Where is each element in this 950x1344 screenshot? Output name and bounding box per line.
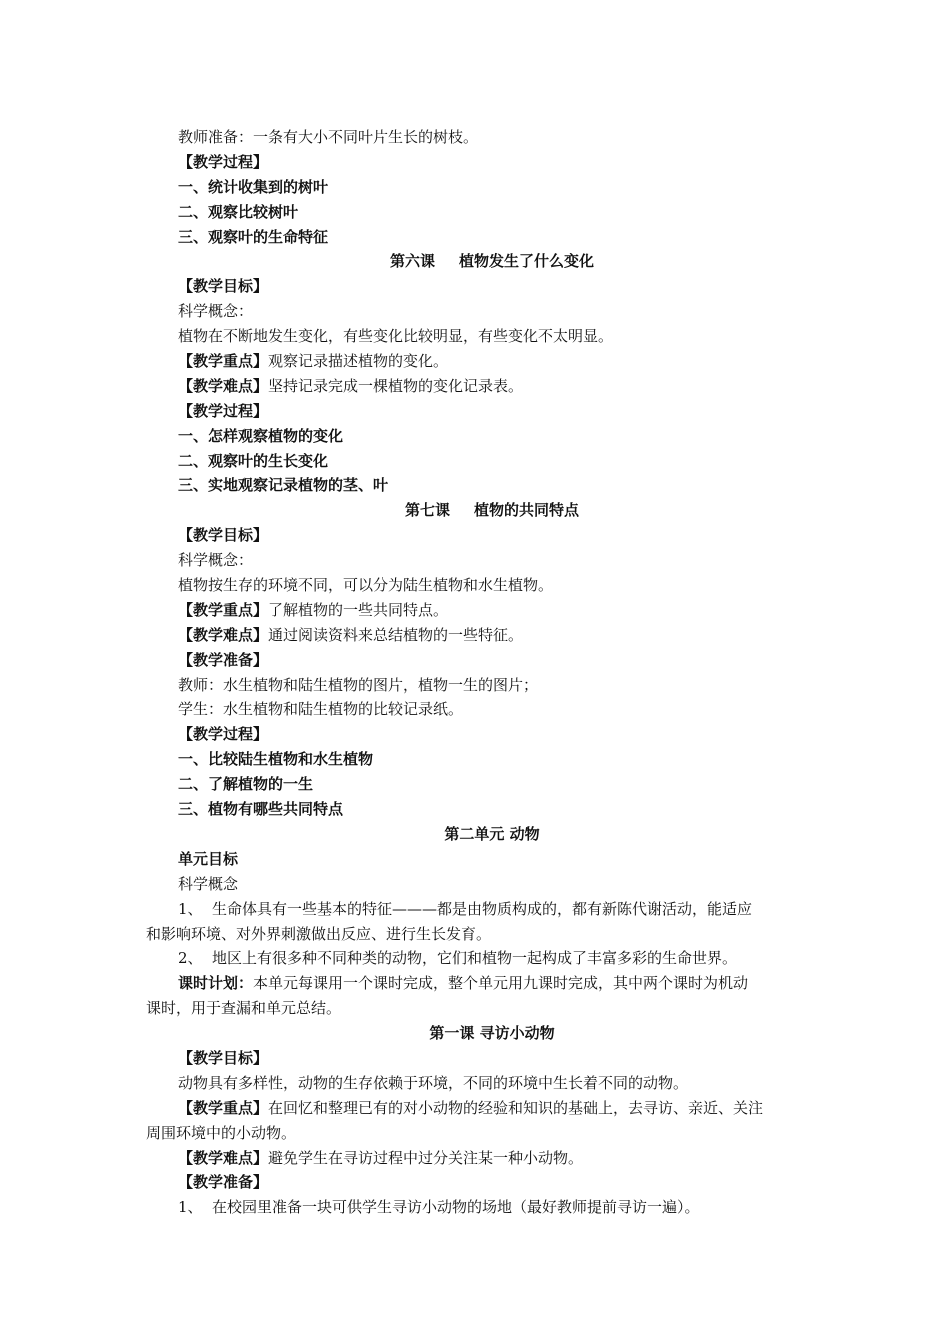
step-heading: 二、了解植物的一生 xyxy=(178,775,314,794)
step-heading: 三、观察叶的生命特征 xyxy=(178,227,329,246)
section-heading: 【教学过程】 xyxy=(178,401,269,420)
line-label: 【教学重点】 xyxy=(178,1098,269,1117)
section-heading: 【教学目标】 xyxy=(178,277,269,296)
section-heading: 【教学过程】 xyxy=(178,152,269,171)
section-heading: 【教学过程】 xyxy=(178,725,269,744)
continued-line: 和影响环境、对外界刺激做出反应、进行生长发育。 xyxy=(146,924,492,943)
numbered-line xyxy=(146,946,810,971)
section-heading: 【教学准备】 xyxy=(178,1173,269,1192)
labeled-line xyxy=(146,374,810,399)
line-label: 【教学重点】 xyxy=(178,600,269,619)
text-line: 植物在不断地发生变化，有些变化比较明显，有些变化不太明显。 xyxy=(178,327,614,346)
lesson-title xyxy=(146,498,810,523)
text-line: 植物按生存的环境不同，可以分为陆生植物和水生植物。 xyxy=(178,576,554,595)
line-value: 在回忆和整理已有的对小动物的经验和知识的基础上，去寻访、亲近、关注 xyxy=(268,1098,764,1117)
step-heading: 三、植物有哪些共同特点 xyxy=(178,800,344,819)
line-value: 了解植物的一些共同特点。 xyxy=(268,600,449,619)
line-label: 【教学难点】 xyxy=(178,625,269,644)
unit-title: 第二单元 动物 xyxy=(444,824,540,843)
lesson-name: 植物的共同特点 xyxy=(474,501,580,520)
section-heading: 单元目标 xyxy=(178,849,239,868)
line-label: 课时计划： xyxy=(178,974,254,993)
continued-line: 周围环境中的小动物。 xyxy=(146,1123,297,1142)
numbered-line xyxy=(146,897,810,922)
text-line: 教师准备：一条有大小不同叶片生长的树枝。 xyxy=(178,128,479,146)
line-value: 通过阅读资料来总结植物的一些特征。 xyxy=(268,625,524,644)
line-value: 避免学生在寻访过程中过分关注某一种小动物。 xyxy=(268,1148,584,1167)
lesson-number: 第七课 xyxy=(404,501,450,520)
labeled-line xyxy=(146,349,810,374)
text-line: 科学概念： xyxy=(178,551,254,570)
line-value: 坚持记录完成一棵植物的变化记录表。 xyxy=(268,376,524,395)
line-label: 【教学难点】 xyxy=(178,1148,269,1167)
step-heading: 三、实地观察记录植物的茎、叶 xyxy=(178,476,389,495)
step-heading: 二、观察比较树叶 xyxy=(178,202,299,221)
item-text: 在校园里准备一块可供学生寻访小动物的场地（最好教师提前寻访一遍）。 xyxy=(212,1198,700,1217)
line-label: 【教学重点】 xyxy=(178,352,269,371)
labeled-line xyxy=(146,1096,810,1121)
step-heading: 一、统计收集到的树叶 xyxy=(178,177,329,196)
text-line: 教师：水生植物和陆生植物的图片，植物一生的图片； xyxy=(178,675,539,694)
lesson-title: 第一课 寻访小动物 xyxy=(429,1024,555,1043)
item-number: 1、 xyxy=(178,1198,203,1217)
labeled-line xyxy=(146,971,810,996)
line-value: 观察记录描述植物的变化。 xyxy=(268,352,449,371)
labeled-line xyxy=(146,598,810,623)
line-label: 【教学难点】 xyxy=(178,376,269,395)
step-heading: 一、怎样观察植物的变化 xyxy=(178,426,344,445)
text-line: 科学概念 xyxy=(178,874,239,893)
section-heading: 【教学准备】 xyxy=(178,650,269,669)
continued-line: 课时，用于查漏和单元总结。 xyxy=(146,999,342,1018)
item-text: 生命体具有一些基本的特征———都是由物质构成的，都有新陈代谢活动，能适应 xyxy=(212,899,753,918)
text-line: 动物具有多样性，动物的生存依赖于环境，不同的环境中生长着不同的动物。 xyxy=(178,1073,689,1092)
lesson-name: 植物发生了什么变化 xyxy=(459,252,595,271)
lesson-title xyxy=(146,249,810,274)
step-heading: 一、比较陆生植物和水生植物 xyxy=(178,750,374,769)
document-body xyxy=(146,125,810,1220)
item-number: 1、 xyxy=(178,899,203,918)
section-heading: 【教学目标】 xyxy=(178,1048,269,1067)
numbered-line xyxy=(146,1195,810,1220)
item-text: 地区上有很多种不同种类的动物，它们和植物一起构成了丰富多彩的生命世界。 xyxy=(212,949,738,968)
labeled-line xyxy=(146,623,810,648)
step-heading: 二、观察叶的生长变化 xyxy=(178,451,329,470)
line-value: 本单元每课用一个课时完成，整个单元用九课时完成，其中两个课时为机动 xyxy=(253,974,749,993)
text-line: 学生：水生植物和陆生植物的比较记录纸。 xyxy=(178,700,464,719)
section-heading: 【教学目标】 xyxy=(178,526,269,545)
item-number: 2、 xyxy=(178,949,203,968)
labeled-line xyxy=(146,1146,810,1171)
lesson-number: 第六课 xyxy=(389,252,435,271)
text-line: 科学概念： xyxy=(178,302,254,321)
